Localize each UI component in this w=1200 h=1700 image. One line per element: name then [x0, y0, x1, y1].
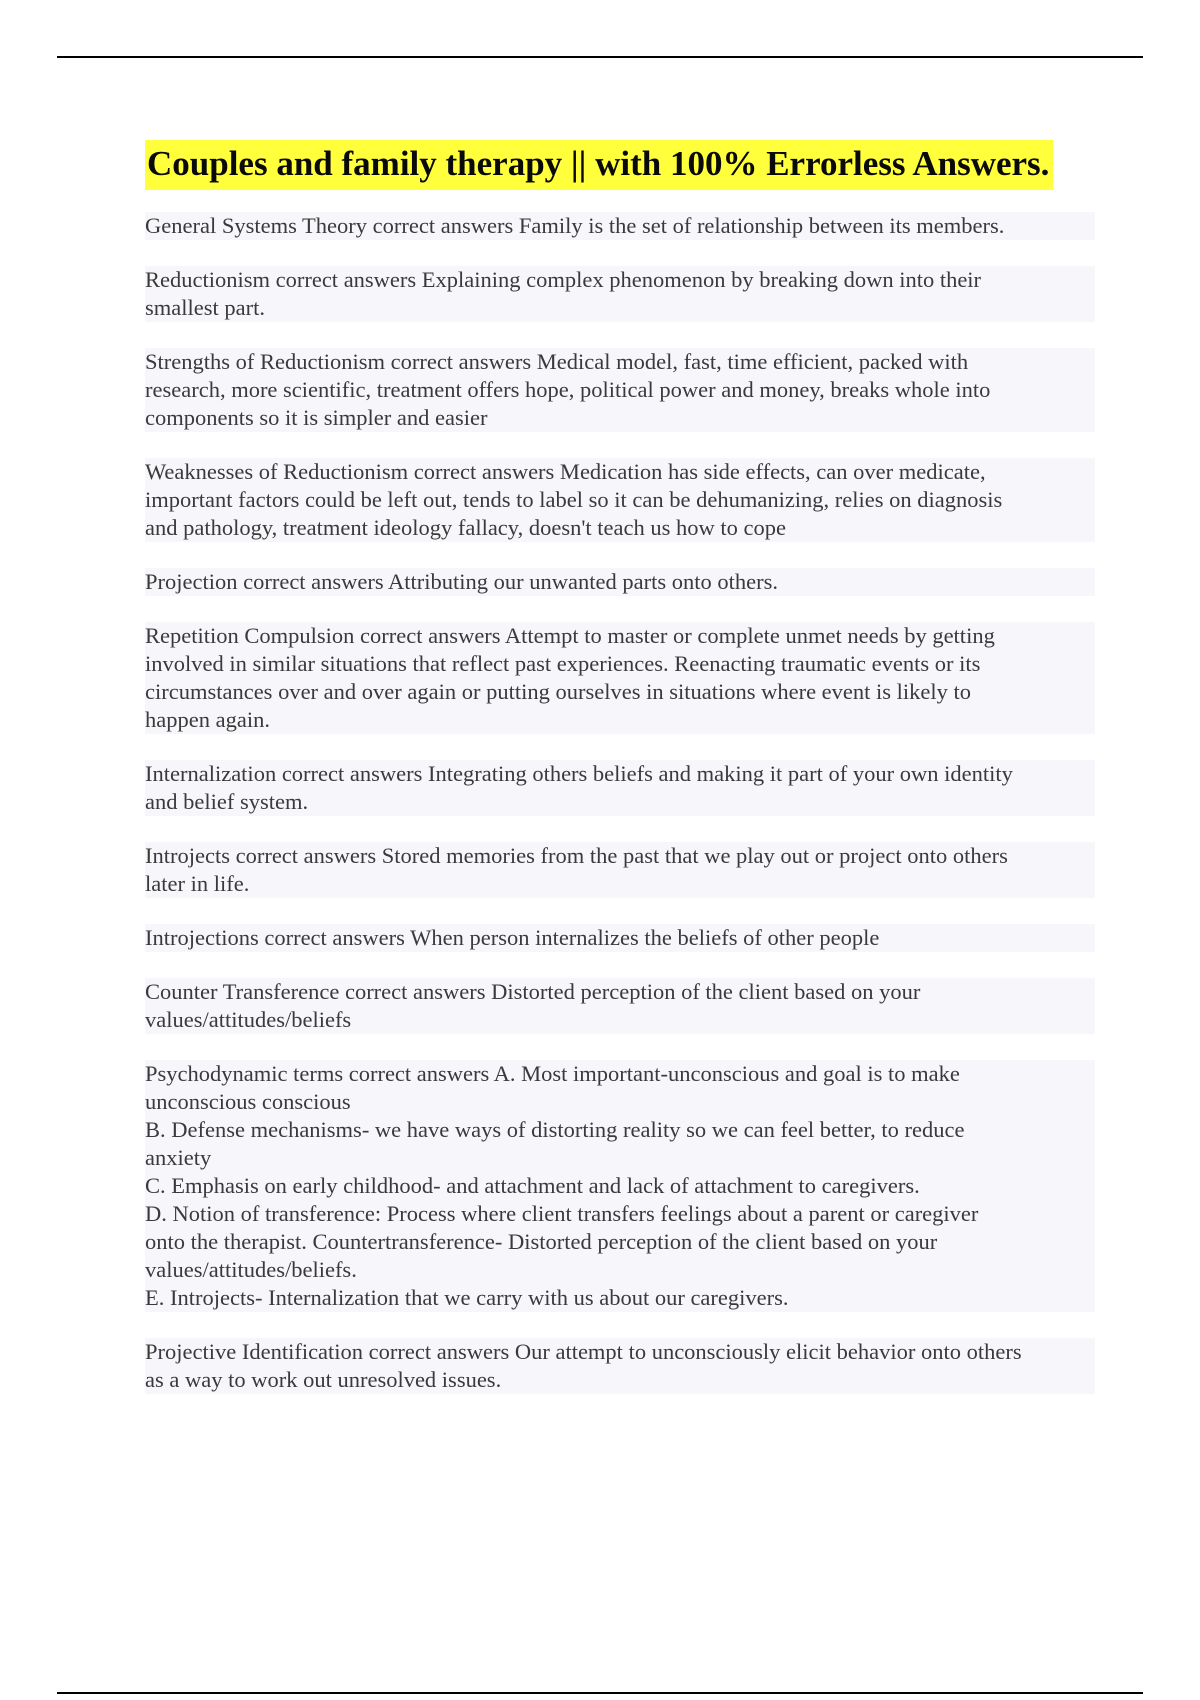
- document-body: [145, 140, 1095, 1420]
- entry-line: D. Notion of transference: Process where client transfers feelings about a parent or caregiver: [145, 1200, 1095, 1228]
- entry-line: involved in similar situations that reflect past experiences. Reenacting traumatic events or its: [145, 650, 1095, 678]
- entry-strengths-of-reductionism: [145, 348, 1095, 432]
- entry-line: components so it is simpler and easier: [145, 404, 1095, 432]
- entry-general-systems-theory: [145, 212, 1095, 240]
- entry-introjections: [145, 924, 1095, 952]
- entry-line: happen again.: [145, 706, 1095, 734]
- entry-projective-identification: [145, 1338, 1095, 1394]
- document-title: Couples and family therapy || with 100% Errorless Answers.: [145, 140, 1053, 190]
- entry-line: Introjects correct answers Stored memories from the past that we play out or project onto others: [145, 842, 1095, 870]
- entry-line: Repetition Compulsion correct answers Attempt to master or complete unmet needs by getting: [145, 622, 1095, 650]
- entry-line: later in life.: [145, 870, 1095, 898]
- entry-weaknesses-of-reductionism: [145, 458, 1095, 542]
- entry-line: research, more scientific, treatment offers hope, political power and money, breaks whole into: [145, 376, 1095, 404]
- entry-line: Weaknesses of Reductionism correct answers Medication has side effects, can over medicate,: [145, 458, 1095, 486]
- entry-line: anxiety: [145, 1144, 1095, 1172]
- entry-line: values/attitudes/beliefs.: [145, 1256, 1095, 1284]
- entry-reductionism: [145, 266, 1095, 322]
- entry-internalization: [145, 760, 1095, 816]
- entry-repetition-compulsion: [145, 622, 1095, 734]
- entry-projection: [145, 568, 1095, 596]
- entry-line: Strengths of Reductionism correct answers Medical model, fast, time efficient, packed with: [145, 348, 1095, 376]
- entry-line: values/attitudes/beliefs: [145, 1006, 1095, 1034]
- entry-line: as a way to work out unresolved issues.: [145, 1366, 1095, 1394]
- entry-psychodynamic-terms: [145, 1060, 1095, 1312]
- entry-line: E. Introjects- Internalization that we carry with us about our caregivers.: [145, 1284, 1095, 1312]
- entry-counter-transference: [145, 978, 1095, 1034]
- entry-line: unconscious conscious: [145, 1088, 1095, 1116]
- entry-introjects: [145, 842, 1095, 898]
- entry-line: smallest part.: [145, 294, 1095, 322]
- entry-line: and pathology, treatment ideology fallacy, doesn't teach us how to cope: [145, 514, 1095, 542]
- entry-line: B. Defense mechanisms- we have ways of distorting reality so we can feel better, to reduce: [145, 1116, 1095, 1144]
- entry-line: Introjections correct answers When person internalizes the beliefs of other people: [145, 924, 1095, 952]
- entry-line: important factors could be left out, tends to label so it can be dehumanizing, relies on diagnosis: [145, 486, 1095, 514]
- entry-line: Counter Transference correct answers Distorted perception of the client based on your: [145, 978, 1095, 1006]
- entry-line: onto the therapist. Countertransference- Distorted perception of the client based on your: [145, 1228, 1095, 1256]
- entry-line: Projective Identification correct answers Our attempt to unconsciously elicit behavior onto others: [145, 1338, 1095, 1366]
- bottom-divider: [57, 1692, 1143, 1694]
- entry-line: Projection correct answers Attributing our unwanted parts onto others.: [145, 568, 1095, 596]
- entry-line: and belief system.: [145, 788, 1095, 816]
- top-divider: [57, 56, 1143, 58]
- entry-line: General Systems Theory correct answers Family is the set of relationship between its members.: [145, 212, 1095, 240]
- entry-line: circumstances over and over again or putting ourselves in situations where event is likely to: [145, 678, 1095, 706]
- entry-line: Psychodynamic terms correct answers A. Most important-unconscious and goal is to make: [145, 1060, 1095, 1088]
- entry-line: Reductionism correct answers Explaining complex phenomenon by breaking down into their: [145, 266, 1095, 294]
- entry-line: C. Emphasis on early childhood- and attachment and lack of attachment to caregivers.: [145, 1172, 1095, 1200]
- entry-line: Internalization correct answers Integrating others beliefs and making it part of your own identity: [145, 760, 1095, 788]
